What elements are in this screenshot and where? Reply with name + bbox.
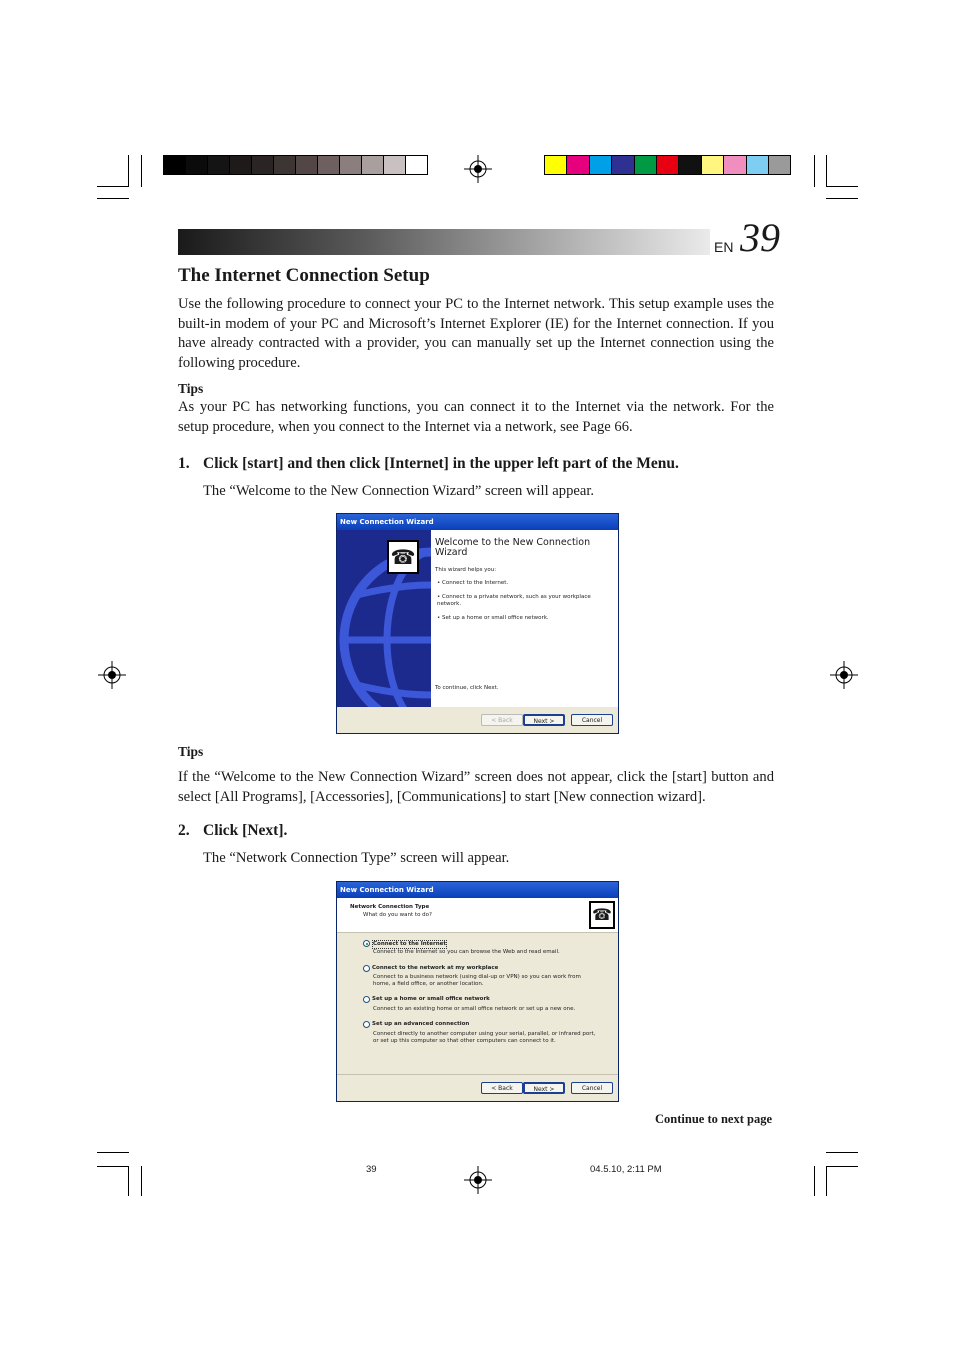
color-swatch: [273, 155, 296, 175]
option-label: Connect to the network at my workplace: [372, 965, 499, 971]
registration-target-icon: [830, 661, 858, 689]
wizard-side-panel: [337, 530, 431, 707]
wizard-logo-icon: ☎: [387, 540, 419, 574]
color-swatch: [634, 155, 657, 175]
button-divider: [337, 1074, 618, 1075]
cancel-button[interactable]: Cancel: [571, 714, 613, 726]
wizard-heading: Welcome to the New Connection Wizard: [435, 537, 591, 558]
wizard-bullet: • Set up a home or small office network.: [437, 615, 549, 621]
color-swatch: [566, 155, 589, 175]
cancel-button[interactable]: Cancel: [571, 1082, 613, 1094]
wizard-heading: Network Connection Type: [350, 904, 430, 910]
color-swatch: [339, 155, 362, 175]
color-swatch: [251, 155, 274, 175]
registration-target-icon: [464, 1166, 492, 1194]
color-swatch: [723, 155, 746, 175]
page-number: 39: [740, 215, 780, 260]
wizard-bullet: • Connect to the Internet.: [437, 580, 509, 586]
color-swatch: [611, 155, 634, 175]
option-desc: Connect directly to another computer using your serial, parallel, or infrared port, or set up this computer so that other computers can connect to it.: [373, 1031, 596, 1044]
option-label: Set up a home or small office network: [372, 996, 490, 1002]
color-swatch: [768, 155, 791, 175]
color-swatch: [589, 155, 612, 175]
radio-connect-workplace[interactable]: [363, 965, 370, 972]
step-number: 2.: [178, 822, 190, 839]
step-text: Click [start] and then click [Internet] in the upper left part of the Menu.: [203, 455, 679, 472]
welcome-wizard-screenshot: [336, 513, 619, 734]
color-swatch: [317, 155, 340, 175]
window-title: New Connection Wizard: [337, 514, 618, 530]
option-desc: Connect to an existing home or small office network or set up a new one.: [373, 1006, 576, 1012]
color-swatch: [361, 155, 384, 175]
back-button[interactable]: < Back: [481, 1082, 523, 1094]
registration-target-icon: [98, 661, 126, 689]
color-swatch: [185, 155, 208, 175]
step-text: Click [Next].: [203, 822, 288, 839]
tips-label: Tips: [178, 744, 204, 759]
next-button[interactable]: Next >: [523, 1082, 565, 1094]
footer-page-number: 39: [366, 1164, 377, 1175]
registration-target-icon: [464, 155, 492, 183]
step-note: The “Network Connection Type” screen will appear.: [203, 850, 510, 866]
color-swatch: [701, 155, 724, 175]
step-note: The “Welcome to the New Connection Wizard” screen will appear.: [203, 483, 595, 499]
color-swatch: [295, 155, 318, 175]
option-desc: Connect to the Internet so you can browse the Web and read email.: [373, 949, 560, 955]
radio-home-network[interactable]: [363, 996, 370, 1003]
option-label: Set up an advanced connection: [372, 1021, 470, 1027]
wizard-bullet: • Connect to a private network, such as your workplace network.: [437, 594, 591, 607]
language-label: EN: [714, 239, 734, 255]
wizard-content: [431, 530, 618, 707]
option-desc: Connect to a business network (using dial-up or VPN) so you can work from home, a field office, or another location.: [373, 974, 581, 987]
wizard-subheading: What do you want to do?: [363, 912, 432, 918]
color-swatch: [544, 155, 567, 175]
color-swatch: [656, 155, 679, 175]
color-swatch: [229, 155, 252, 175]
radio-connect-internet[interactable]: [363, 940, 370, 947]
color-swatch: [163, 155, 186, 175]
wizard-header: [337, 898, 618, 933]
continue-note: Continue to next page: [655, 1112, 773, 1126]
option-label: Connect to the Internet: [373, 941, 447, 947]
footer-timestamp: 04.5.10, 2:11 PM: [590, 1164, 662, 1175]
intro-paragraph: Use the following procedure to connect your PC to the Internet network. This setup example uses the built-in modem of your PC and Microsoft’s Internet Explorer (IE) for the Internet connection. If you have already contracted with a provider, you can manually set up the Internet connection using the following procedure.: [178, 296, 774, 371]
wizard-continue-text: To continue, click Next.: [435, 685, 499, 691]
step-number: 1.: [178, 455, 190, 472]
radio-advanced[interactable]: [363, 1021, 370, 1028]
wizard-helps-text: This wizard helps you:: [435, 567, 497, 573]
next-button[interactable]: Next >: [523, 714, 565, 726]
color-swatch: [405, 155, 428, 175]
window-title: New Connection Wizard: [337, 882, 618, 898]
color-swatch: [383, 155, 406, 175]
back-button[interactable]: < Back: [481, 714, 523, 726]
color-swatch: [746, 155, 769, 175]
tips-paragraph: If the “Welcome to the New Connection Wizard” screen does not appear, click the [start] button and select [All Programs], [Accessories], [Communications] to start [New connection wizard].: [178, 769, 774, 805]
network-type-screenshot: [336, 881, 619, 1102]
section-title: The Internet Connection Setup: [178, 265, 430, 286]
wizard-logo-icon: ☎: [589, 901, 615, 929]
tips-paragraph: As your PC has networking functions, you can connect it to the Internet via the network. For the setup procedure, when you connect to the Internet via a network, see Page 66.: [178, 399, 774, 435]
color-swatch: [207, 155, 230, 175]
header-gradient-bar: [178, 229, 710, 255]
color-swatch: [678, 155, 701, 175]
tips-label: Tips: [178, 381, 204, 396]
